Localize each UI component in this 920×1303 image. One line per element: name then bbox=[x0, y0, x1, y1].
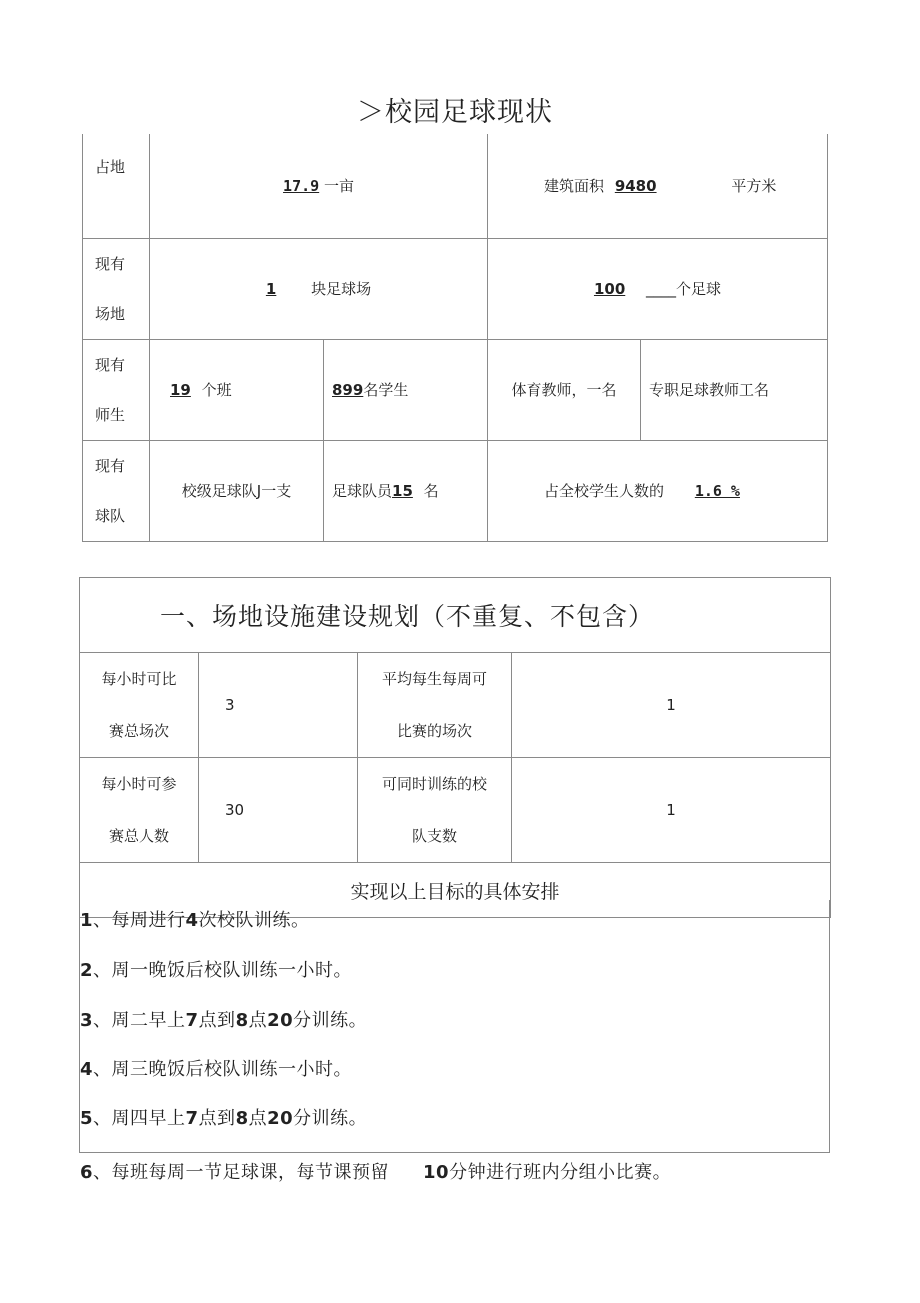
item-text-mid: 点 bbox=[248, 1010, 268, 1031]
area-value: 17.9 bbox=[283, 177, 320, 196]
building-area-unit: 平方米 bbox=[731, 177, 777, 196]
concurrent-teams-value: 1 bbox=[512, 758, 831, 863]
label-line: 赛总场次 bbox=[108, 722, 169, 740]
concurrent-teams-label bbox=[358, 758, 512, 863]
building-area-cell bbox=[488, 134, 828, 238]
label-line: 可同时训练的校 bbox=[381, 775, 487, 793]
table-row bbox=[83, 339, 828, 440]
member-unit: 名 bbox=[423, 482, 439, 500]
building-area-value: 9480 bbox=[614, 177, 657, 196]
item-text: 、周二早上 bbox=[93, 1010, 186, 1031]
item-number: 4 bbox=[80, 1059, 94, 1080]
class-unit: 个班 bbox=[201, 381, 232, 399]
item-number-value: 8 bbox=[235, 1010, 249, 1031]
label-line: 队支数 bbox=[411, 827, 457, 845]
ratio-value: 1.6 % bbox=[694, 482, 740, 500]
member-cell bbox=[324, 440, 488, 541]
label-line: 平均每生每周可 bbox=[381, 670, 487, 688]
list-item bbox=[80, 1055, 352, 1081]
ball-blank: ____ bbox=[646, 280, 677, 298]
item-text: 、每班每周一节足球课，每节课预留 bbox=[93, 1162, 390, 1183]
ball-count-cell bbox=[488, 238, 828, 339]
item-number-value: 8 bbox=[235, 1108, 249, 1129]
item-number-value: 20 bbox=[267, 1010, 294, 1031]
item-number-value: 20 bbox=[267, 1108, 294, 1129]
list-item bbox=[80, 1006, 367, 1032]
student-count-cell bbox=[324, 339, 488, 440]
weekly-matches-label bbox=[358, 653, 512, 758]
item-text-rest: 分训练。 bbox=[293, 1108, 368, 1129]
label-line: 现有 bbox=[95, 355, 126, 374]
item-text-rest: 分钟进行班内分组小比赛。 bbox=[449, 1162, 672, 1183]
item-number: 6 bbox=[80, 1162, 94, 1183]
item-text: 、每周进行 bbox=[93, 910, 186, 931]
list-item bbox=[80, 906, 310, 932]
item-text-mid: 点 bbox=[248, 1108, 268, 1129]
class-count: 19 bbox=[170, 381, 191, 399]
list-item-6 bbox=[80, 1158, 671, 1184]
list-item bbox=[80, 956, 352, 982]
label-line: 现有 bbox=[95, 254, 126, 273]
label-line: 球队 bbox=[95, 506, 126, 525]
facility-plan-table bbox=[79, 577, 831, 918]
item-number: 5 bbox=[80, 1108, 94, 1129]
team-cell: 校级足球队J一支 bbox=[150, 440, 324, 541]
label-line: 场地 bbox=[95, 304, 126, 323]
row-label-team bbox=[83, 440, 150, 541]
table-row bbox=[83, 238, 828, 339]
ball-count: 100 bbox=[593, 280, 626, 298]
arrangement-heading: 实现以上目标的具体安排 bbox=[80, 863, 831, 918]
matches-per-hour-value: 3 bbox=[199, 653, 358, 758]
item-number-value: 7 bbox=[185, 1010, 199, 1031]
item-text: 、周四早上 bbox=[93, 1108, 186, 1129]
label-line: 现有 bbox=[95, 456, 126, 475]
student-unit: 名学生 bbox=[363, 381, 409, 399]
member-count: 15 bbox=[392, 482, 413, 500]
section-title: 一、场地设施建设规划（不重复、不包含） bbox=[80, 578, 831, 653]
table-row bbox=[80, 653, 831, 758]
coach-cell: 专职足球教师工名 bbox=[641, 339, 828, 440]
table-row bbox=[83, 134, 828, 238]
table-row bbox=[83, 440, 828, 541]
student-count: 899 bbox=[332, 381, 364, 399]
member-label: 足球队员 bbox=[332, 482, 393, 500]
table-row bbox=[80, 758, 831, 863]
row-label-people bbox=[83, 339, 150, 440]
list-item bbox=[80, 1104, 367, 1130]
ratio-cell bbox=[488, 440, 828, 541]
weekly-matches-value: 1 bbox=[512, 653, 831, 758]
field-unit: 块足球场 bbox=[311, 280, 372, 298]
field-count-cell bbox=[150, 238, 488, 339]
item-number-value: 4 bbox=[185, 910, 199, 931]
table-row bbox=[80, 578, 831, 653]
arrangement-list bbox=[79, 900, 830, 1153]
label-line: 师生 bbox=[95, 405, 126, 424]
row-label-field bbox=[83, 238, 150, 339]
item-text-mid: 点到 bbox=[198, 1108, 236, 1129]
item-text: 、周一晚饭后校队训练一小时。 bbox=[93, 960, 353, 981]
item-text-mid: 点到 bbox=[198, 1010, 236, 1031]
item-number: 1 bbox=[80, 910, 94, 931]
ratio-label: 占全校学生人数的 bbox=[544, 482, 665, 500]
matches-per-hour-label bbox=[80, 653, 199, 758]
area-unit: 一亩 bbox=[323, 177, 354, 196]
item-number: 3 bbox=[80, 1010, 94, 1031]
item-number-value: 7 bbox=[185, 1108, 199, 1129]
item-text-rest: 次校队训练。 bbox=[198, 910, 310, 931]
area-cell bbox=[150, 134, 488, 238]
field-count: 1 bbox=[265, 280, 277, 298]
item-text: 、周三晚饭后校队训练一小时。 bbox=[93, 1059, 353, 1080]
label-line: 赛总人数 bbox=[108, 827, 169, 845]
ball-unit: 个足球 bbox=[676, 280, 722, 298]
players-per-hour-value: 30 bbox=[199, 758, 358, 863]
school-status-table bbox=[82, 134, 828, 542]
item-number-value: 10 bbox=[423, 1162, 450, 1183]
label-line: 每小时可参 bbox=[101, 775, 177, 793]
label-line: 每小时可比 bbox=[101, 670, 177, 688]
pe-teacher-cell: 体育教师，一名 bbox=[488, 339, 641, 440]
item-text-rest: 分训练。 bbox=[293, 1010, 368, 1031]
page-title: ＞校园足球现状 bbox=[357, 97, 553, 128]
players-per-hour-label bbox=[80, 758, 199, 863]
class-count-cell bbox=[150, 339, 324, 440]
building-area-label: 建筑面积 bbox=[544, 177, 605, 196]
row-label-area: 占地 bbox=[83, 134, 150, 238]
label-line: 比赛的场次 bbox=[396, 722, 472, 740]
item-number: 2 bbox=[80, 960, 94, 981]
